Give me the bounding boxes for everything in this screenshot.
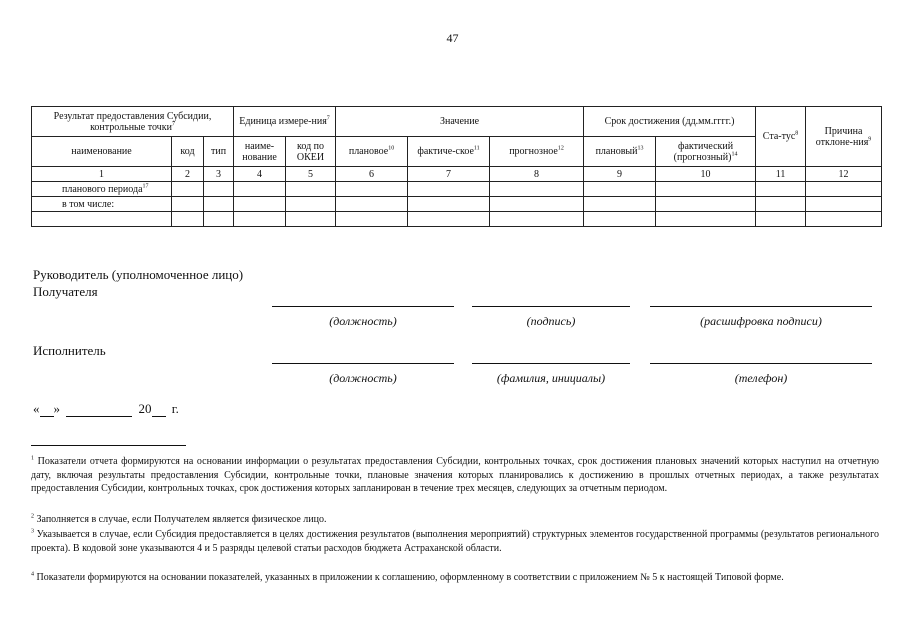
executor-position-line — [272, 363, 454, 364]
caption-signature: (подпись) — [526, 314, 576, 328]
position-line — [272, 306, 454, 307]
col-num: 10 — [656, 167, 756, 182]
col-num: 2 — [172, 167, 204, 182]
caption-executor-name: (фамилия, инициалы) — [496, 371, 606, 385]
subheader-unit-name: наиме-нование — [234, 137, 286, 167]
subheader-okei: код по ОКЕИ — [286, 137, 336, 167]
col-num: 12 — [806, 167, 882, 182]
page-number: 47 — [446, 31, 459, 45]
head-label: Руководитель (уполномоченное лицо) Получателя — [33, 267, 244, 299]
subheader-code: код — [172, 137, 204, 167]
subheader-actual-date: фактический (прогнозный)$^{14}$ — [656, 137, 756, 167]
executor-name-line — [472, 363, 630, 364]
executor-phone-line — [650, 363, 872, 364]
table-row — [32, 212, 882, 227]
footnote: $^4$ Показатели формируются на основании показателей, указанных в приложении к соглашению, оформленному в соответствии с приложением № 5 к настоящей Типовой форме. — [31, 571, 784, 583]
subheader-type: тип — [204, 137, 234, 167]
header-result: Результат предоставления Субсидии, контрольные точки$^7$ — [32, 107, 234, 137]
header-unit: Единица измере-ния$^7$ — [234, 107, 336, 137]
table-row — [32, 182, 882, 197]
col-num: 11 — [756, 167, 806, 182]
caption-signature-transcript: (расшифровка подписи) — [700, 314, 822, 328]
subheader-planned: плановое$^{10}$ — [336, 137, 408, 167]
header-value: Значение — [336, 107, 584, 137]
header-deadline: Срок достижения (дд.мм.гггг.) — [584, 107, 756, 137]
header-status: Ста-тус$^8$ — [756, 107, 806, 167]
row-label-including: в том числе: — [32, 197, 172, 212]
col-num: 1 — [32, 167, 172, 182]
footnote: $^2$ Заполняется в случае, если Получателем является физическое лицо. — [31, 513, 327, 525]
col-num: 3 — [204, 167, 234, 182]
footnote-separator — [31, 445, 186, 446]
signature-transcript-line — [650, 306, 872, 307]
subheader-name: наименование — [32, 137, 172, 167]
caption-position: (должность) — [329, 314, 397, 328]
col-num: 9 — [584, 167, 656, 182]
subheader-forecast: прогнозное$^{12}$ — [490, 137, 584, 167]
table-row — [32, 197, 882, 212]
date-line: « » 20 г. — [33, 401, 179, 416]
caption-executor-phone: (телефон) — [734, 371, 788, 385]
caption-executor-position: (должность) — [329, 371, 397, 385]
report-table — [31, 106, 882, 227]
col-num: 5 — [286, 167, 336, 182]
column-number-row — [32, 167, 882, 182]
col-num: 8 — [490, 167, 584, 182]
col-num: 4 — [234, 167, 286, 182]
footnote: $^1$ Показатели отчета формируются на основании информации о результатах предоставления Субсидии, контрольных точках, срок достижения плановых значений которых наступил на отчетную дату, включая результаты предоставления Субсидии, контрольные точки, плановые значения которых планировались к достижению в прошлых отчетных периодах, а также результатах предоставления Субсидии, контрольных точках, срок достижения которых запланирован в течение трех месяцев, следующих за отчетным периодом. — [31, 455, 879, 494]
subheader-plan-date: плановый$^{13}$ — [584, 137, 656, 167]
row-label-planning-period: планового периода$^{17}$ — [32, 182, 172, 197]
executor-label: Исполнитель — [33, 343, 106, 358]
header-reason: Причина отклоне-ния$^9$ — [806, 107, 882, 167]
col-num: 7 — [408, 167, 490, 182]
signature-line — [472, 306, 630, 307]
col-num: 6 — [336, 167, 408, 182]
footnote: $^3$ Указывается в случае, если Субсидия предоставляется в целях достижения результатов (выполнения мероприятий) структурных элементов государственной программы (результатов регионального проекта). В кодовой зоне указываются 4 и 5 разряды целевой статьи расходов бюджета Астраханской области. — [31, 528, 880, 554]
subheader-actual: фактиче-ское$^{11}$ — [408, 137, 490, 167]
